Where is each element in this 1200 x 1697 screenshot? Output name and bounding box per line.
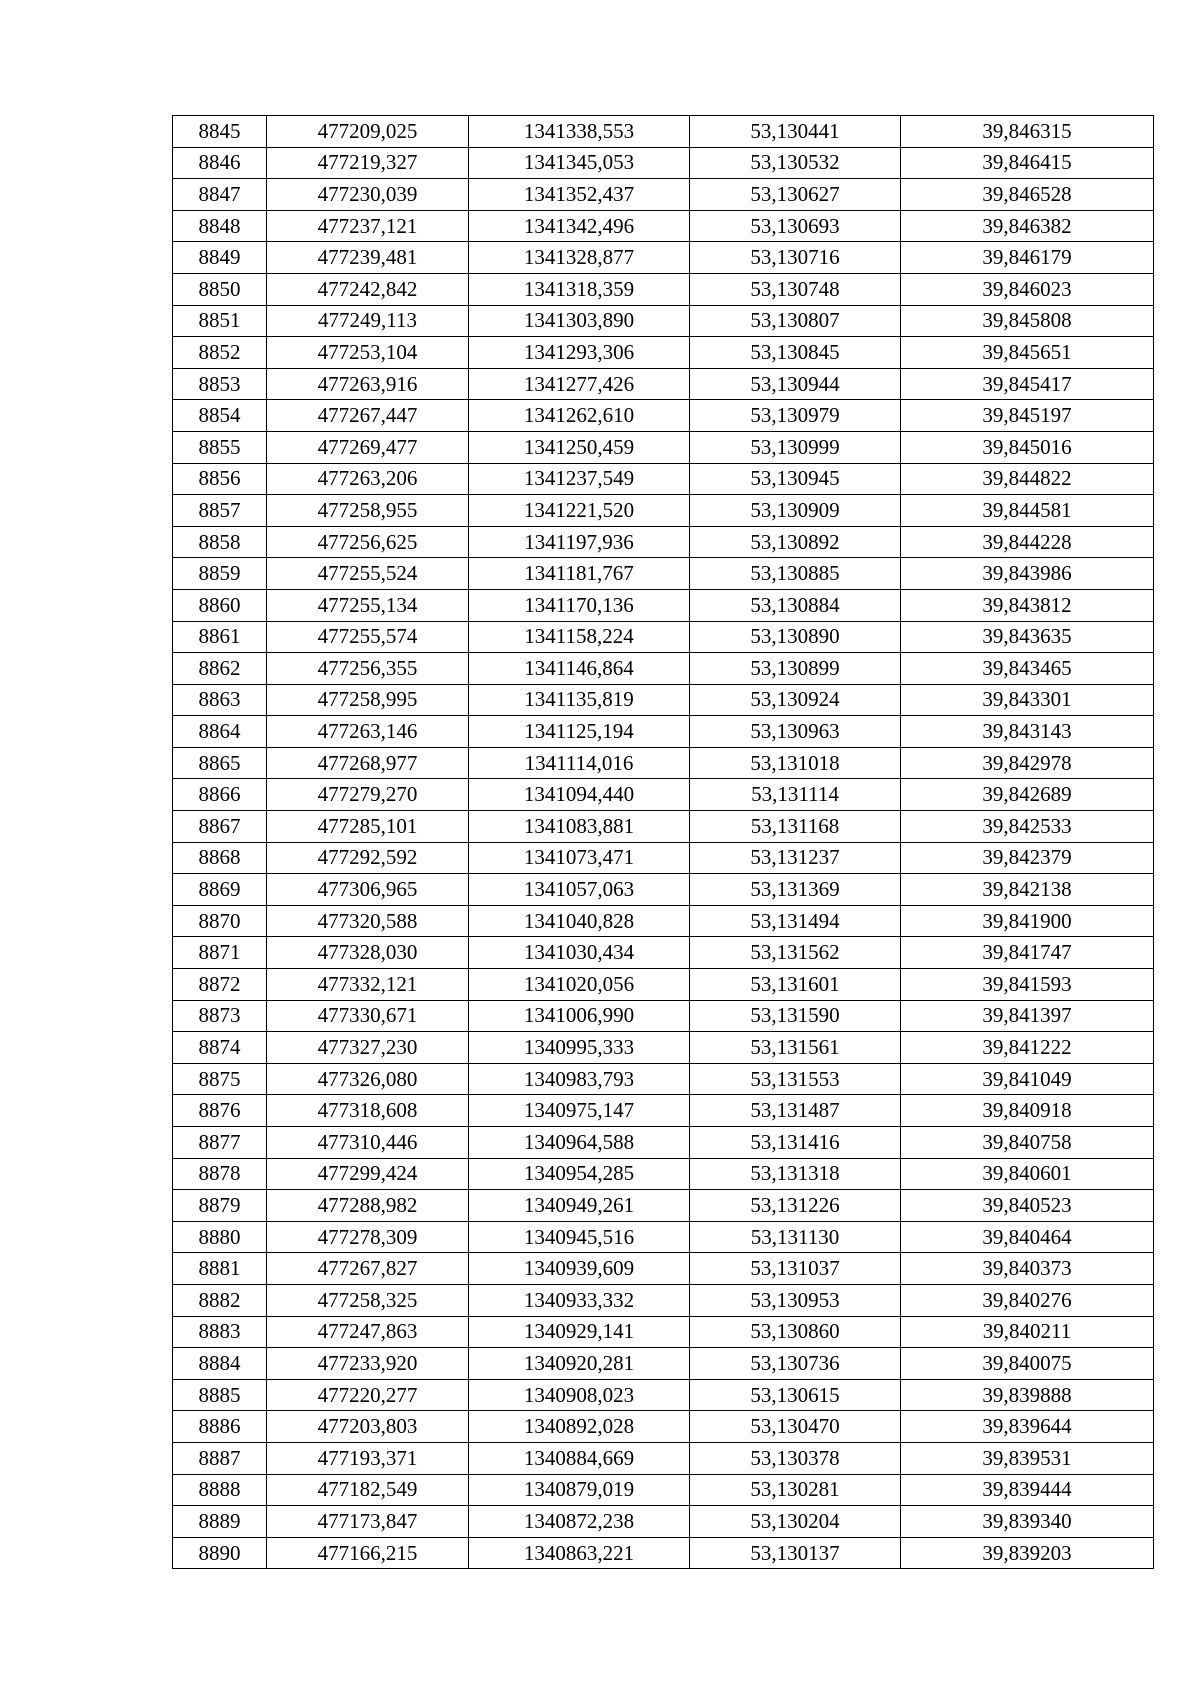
table-row — [173, 937, 1154, 969]
table-row — [173, 1284, 1154, 1316]
table-row — [173, 905, 1154, 937]
longitude-cell: 39,840276 — [901, 1284, 1154, 1316]
y-coordinate-cell: 1340933,332 — [469, 1284, 690, 1316]
latitude-cell: 53,130899 — [690, 653, 901, 685]
y-coordinate-cell: 1341338,553 — [469, 116, 690, 148]
point-number-cell: 8879 — [173, 1190, 267, 1222]
table-row — [173, 400, 1154, 432]
point-number-cell: 8851 — [173, 305, 267, 337]
point-number-cell: 8876 — [173, 1095, 267, 1127]
y-coordinate-cell: 1341277,426 — [469, 368, 690, 400]
x-coordinate-cell: 477279,270 — [267, 779, 469, 811]
table-row — [173, 1506, 1154, 1538]
table-row — [173, 842, 1154, 874]
y-coordinate-cell: 1341135,819 — [469, 684, 690, 716]
latitude-cell: 53,130378 — [690, 1442, 901, 1474]
table-row — [173, 1474, 1154, 1506]
point-number-cell: 8874 — [173, 1032, 267, 1064]
point-number-cell: 8871 — [173, 937, 267, 969]
latitude-cell: 53,131226 — [690, 1190, 901, 1222]
latitude-cell: 53,131553 — [690, 1063, 901, 1095]
table-row — [173, 1127, 1154, 1159]
point-number-cell: 8881 — [173, 1253, 267, 1285]
y-coordinate-cell: 1341083,881 — [469, 811, 690, 843]
y-coordinate-cell: 1340863,221 — [469, 1537, 690, 1569]
latitude-cell: 53,131487 — [690, 1095, 901, 1127]
point-number-cell: 8873 — [173, 1000, 267, 1032]
point-number-cell: 8875 — [173, 1063, 267, 1095]
x-coordinate-cell: 477306,965 — [267, 874, 469, 906]
point-number-cell: 8890 — [173, 1537, 267, 1569]
x-coordinate-cell: 477203,803 — [267, 1411, 469, 1443]
point-number-cell: 8880 — [173, 1221, 267, 1253]
latitude-cell: 53,131494 — [690, 905, 901, 937]
longitude-cell: 39,842689 — [901, 779, 1154, 811]
table-row — [173, 874, 1154, 906]
longitude-cell: 39,846382 — [901, 210, 1154, 242]
y-coordinate-cell: 1340964,588 — [469, 1127, 690, 1159]
longitude-cell: 39,839203 — [901, 1537, 1154, 1569]
table-row — [173, 1442, 1154, 1474]
longitude-cell: 39,839644 — [901, 1411, 1154, 1443]
x-coordinate-cell: 477255,134 — [267, 589, 469, 621]
x-coordinate-cell: 477288,982 — [267, 1190, 469, 1222]
longitude-cell: 39,843301 — [901, 684, 1154, 716]
latitude-cell: 53,130441 — [690, 116, 901, 148]
latitude-cell: 53,131562 — [690, 937, 901, 969]
point-number-cell: 8854 — [173, 400, 267, 432]
table-row — [173, 1379, 1154, 1411]
table-row — [173, 210, 1154, 242]
y-coordinate-cell: 1341125,194 — [469, 716, 690, 748]
x-coordinate-cell: 477256,625 — [267, 526, 469, 558]
longitude-cell: 39,840373 — [901, 1253, 1154, 1285]
point-number-cell: 8858 — [173, 526, 267, 558]
y-coordinate-cell: 1341262,610 — [469, 400, 690, 432]
y-coordinate-cell: 1340929,141 — [469, 1316, 690, 1348]
table-row — [173, 463, 1154, 495]
table-row — [173, 1221, 1154, 1253]
longitude-cell: 39,846528 — [901, 179, 1154, 211]
x-coordinate-cell: 477255,574 — [267, 621, 469, 653]
x-coordinate-cell: 477258,955 — [267, 495, 469, 527]
table-row — [173, 1316, 1154, 1348]
point-number-cell: 8865 — [173, 747, 267, 779]
x-coordinate-cell: 477173,847 — [267, 1506, 469, 1538]
point-number-cell: 8847 — [173, 179, 267, 211]
longitude-cell: 39,843465 — [901, 653, 1154, 685]
y-coordinate-cell: 1341158,224 — [469, 621, 690, 653]
x-coordinate-cell: 477237,121 — [267, 210, 469, 242]
table-row — [173, 147, 1154, 179]
latitude-cell: 53,130845 — [690, 337, 901, 369]
longitude-cell: 39,846415 — [901, 147, 1154, 179]
point-number-cell: 8869 — [173, 874, 267, 906]
table-row — [173, 242, 1154, 274]
x-coordinate-cell: 477263,146 — [267, 716, 469, 748]
y-coordinate-cell: 1341328,877 — [469, 242, 690, 274]
longitude-cell: 39,845197 — [901, 400, 1154, 432]
table-row — [173, 811, 1154, 843]
x-coordinate-cell: 477268,977 — [267, 747, 469, 779]
latitude-cell: 53,130963 — [690, 716, 901, 748]
x-coordinate-cell: 477263,916 — [267, 368, 469, 400]
point-number-cell: 8852 — [173, 337, 267, 369]
longitude-cell: 39,845651 — [901, 337, 1154, 369]
y-coordinate-cell: 1341352,437 — [469, 179, 690, 211]
y-coordinate-cell: 1341197,936 — [469, 526, 690, 558]
point-number-cell: 8859 — [173, 558, 267, 590]
x-coordinate-cell: 477332,121 — [267, 969, 469, 1001]
x-coordinate-cell: 477253,104 — [267, 337, 469, 369]
point-number-cell: 8889 — [173, 1506, 267, 1538]
x-coordinate-cell: 477263,206 — [267, 463, 469, 495]
y-coordinate-cell: 1341342,496 — [469, 210, 690, 242]
longitude-cell: 39,846023 — [901, 273, 1154, 305]
longitude-cell: 39,839444 — [901, 1474, 1154, 1506]
y-coordinate-cell: 1340954,285 — [469, 1158, 690, 1190]
table-row — [173, 621, 1154, 653]
longitude-cell: 39,841747 — [901, 937, 1154, 969]
y-coordinate-cell: 1341293,306 — [469, 337, 690, 369]
longitude-cell: 39,841397 — [901, 1000, 1154, 1032]
latitude-cell: 53,130892 — [690, 526, 901, 558]
latitude-cell: 53,130470 — [690, 1411, 901, 1443]
table-row — [173, 779, 1154, 811]
table-row — [173, 589, 1154, 621]
x-coordinate-cell: 477320,588 — [267, 905, 469, 937]
latitude-cell: 53,130281 — [690, 1474, 901, 1506]
point-number-cell: 8870 — [173, 905, 267, 937]
x-coordinate-cell: 477239,481 — [267, 242, 469, 274]
point-number-cell: 8866 — [173, 779, 267, 811]
longitude-cell: 39,845417 — [901, 368, 1154, 400]
longitude-cell: 39,841900 — [901, 905, 1154, 937]
longitude-cell: 39,846179 — [901, 242, 1154, 274]
point-number-cell: 8853 — [173, 368, 267, 400]
latitude-cell: 53,131318 — [690, 1158, 901, 1190]
x-coordinate-cell: 477255,524 — [267, 558, 469, 590]
y-coordinate-cell: 1340872,238 — [469, 1506, 690, 1538]
longitude-cell: 39,844581 — [901, 495, 1154, 527]
x-coordinate-cell: 477285,101 — [267, 811, 469, 843]
latitude-cell: 53,131114 — [690, 779, 901, 811]
latitude-cell: 53,130807 — [690, 305, 901, 337]
table-row — [173, 368, 1154, 400]
latitude-cell: 53,130204 — [690, 1506, 901, 1538]
longitude-cell: 39,839531 — [901, 1442, 1154, 1474]
table-row — [173, 526, 1154, 558]
table-row — [173, 305, 1154, 337]
latitude-cell: 53,130693 — [690, 210, 901, 242]
point-number-cell: 8867 — [173, 811, 267, 843]
longitude-cell: 39,843635 — [901, 621, 1154, 653]
y-coordinate-cell: 1341250,459 — [469, 431, 690, 463]
x-coordinate-cell: 477318,608 — [267, 1095, 469, 1127]
y-coordinate-cell: 1341303,890 — [469, 305, 690, 337]
table-row — [173, 431, 1154, 463]
longitude-cell: 39,840601 — [901, 1158, 1154, 1190]
table-row — [173, 1032, 1154, 1064]
longitude-cell: 39,845016 — [901, 431, 1154, 463]
x-coordinate-cell: 477220,277 — [267, 1379, 469, 1411]
longitude-cell: 39,840075 — [901, 1348, 1154, 1380]
latitude-cell: 53,131037 — [690, 1253, 901, 1285]
x-coordinate-cell: 477209,025 — [267, 116, 469, 148]
table-row — [173, 716, 1154, 748]
table-row — [173, 684, 1154, 716]
x-coordinate-cell: 477267,447 — [267, 400, 469, 432]
latitude-cell: 53,130890 — [690, 621, 901, 653]
y-coordinate-cell: 1340908,023 — [469, 1379, 690, 1411]
table-row — [173, 1348, 1154, 1380]
latitude-cell: 53,130979 — [690, 400, 901, 432]
y-coordinate-cell: 1341237,549 — [469, 463, 690, 495]
x-coordinate-cell: 477242,842 — [267, 273, 469, 305]
x-coordinate-cell: 477230,039 — [267, 179, 469, 211]
latitude-cell: 53,131130 — [690, 1221, 901, 1253]
table-row — [173, 747, 1154, 779]
point-number-cell: 8860 — [173, 589, 267, 621]
point-number-cell: 8863 — [173, 684, 267, 716]
x-coordinate-cell: 477299,424 — [267, 1158, 469, 1190]
x-coordinate-cell: 477267,827 — [267, 1253, 469, 1285]
x-coordinate-cell: 477193,371 — [267, 1442, 469, 1474]
point-number-cell: 8884 — [173, 1348, 267, 1380]
x-coordinate-cell: 477292,592 — [267, 842, 469, 874]
point-number-cell: 8888 — [173, 1474, 267, 1506]
x-coordinate-cell: 477258,325 — [267, 1284, 469, 1316]
y-coordinate-cell: 1341114,016 — [469, 747, 690, 779]
point-number-cell: 8885 — [173, 1379, 267, 1411]
coordinates-table-body — [173, 116, 1154, 1569]
x-coordinate-cell: 477256,355 — [267, 653, 469, 685]
y-coordinate-cell: 1340892,028 — [469, 1411, 690, 1443]
point-number-cell: 8882 — [173, 1284, 267, 1316]
latitude-cell: 53,131561 — [690, 1032, 901, 1064]
y-coordinate-cell: 1340920,281 — [469, 1348, 690, 1380]
latitude-cell: 53,131018 — [690, 747, 901, 779]
latitude-cell: 53,131590 — [690, 1000, 901, 1032]
longitude-cell: 39,839340 — [901, 1506, 1154, 1538]
latitude-cell: 53,130885 — [690, 558, 901, 590]
latitude-cell: 53,131237 — [690, 842, 901, 874]
x-coordinate-cell: 477330,671 — [267, 1000, 469, 1032]
table-row — [173, 116, 1154, 148]
x-coordinate-cell: 477327,230 — [267, 1032, 469, 1064]
table-row — [173, 1063, 1154, 1095]
longitude-cell: 39,844228 — [901, 526, 1154, 558]
longitude-cell: 39,840523 — [901, 1190, 1154, 1222]
y-coordinate-cell: 1341073,471 — [469, 842, 690, 874]
point-number-cell: 8883 — [173, 1316, 267, 1348]
point-number-cell: 8845 — [173, 116, 267, 148]
table-row — [173, 1190, 1154, 1222]
latitude-cell: 53,131369 — [690, 874, 901, 906]
x-coordinate-cell: 477258,995 — [267, 684, 469, 716]
point-number-cell: 8862 — [173, 653, 267, 685]
longitude-cell: 39,839888 — [901, 1379, 1154, 1411]
point-number-cell: 8864 — [173, 716, 267, 748]
point-number-cell: 8850 — [173, 273, 267, 305]
table-row — [173, 969, 1154, 1001]
latitude-cell: 53,130137 — [690, 1537, 901, 1569]
latitude-cell: 53,130736 — [690, 1348, 901, 1380]
latitude-cell: 53,130716 — [690, 242, 901, 274]
longitude-cell: 39,840211 — [901, 1316, 1154, 1348]
latitude-cell: 53,131168 — [690, 811, 901, 843]
x-coordinate-cell: 477249,113 — [267, 305, 469, 337]
table-row — [173, 1158, 1154, 1190]
x-coordinate-cell: 477269,477 — [267, 431, 469, 463]
latitude-cell: 53,130909 — [690, 495, 901, 527]
table-row — [173, 179, 1154, 211]
x-coordinate-cell: 477328,030 — [267, 937, 469, 969]
x-coordinate-cell: 477310,446 — [267, 1127, 469, 1159]
y-coordinate-cell: 1341040,828 — [469, 905, 690, 937]
point-number-cell: 8872 — [173, 969, 267, 1001]
longitude-cell: 39,845808 — [901, 305, 1154, 337]
latitude-cell: 53,130945 — [690, 463, 901, 495]
latitude-cell: 53,130748 — [690, 273, 901, 305]
point-number-cell: 8887 — [173, 1442, 267, 1474]
point-number-cell: 8848 — [173, 210, 267, 242]
table-row — [173, 653, 1154, 685]
longitude-cell: 39,841593 — [901, 969, 1154, 1001]
y-coordinate-cell: 1341181,767 — [469, 558, 690, 590]
y-coordinate-cell: 1340975,147 — [469, 1095, 690, 1127]
table-row — [173, 1253, 1154, 1285]
latitude-cell: 53,130944 — [690, 368, 901, 400]
latitude-cell: 53,130627 — [690, 179, 901, 211]
x-coordinate-cell: 477166,215 — [267, 1537, 469, 1569]
y-coordinate-cell: 1340949,261 — [469, 1190, 690, 1222]
latitude-cell: 53,130884 — [690, 589, 901, 621]
latitude-cell: 53,131601 — [690, 969, 901, 1001]
longitude-cell: 39,842978 — [901, 747, 1154, 779]
longitude-cell: 39,842138 — [901, 874, 1154, 906]
latitude-cell: 53,130924 — [690, 684, 901, 716]
table-row — [173, 1411, 1154, 1443]
latitude-cell: 53,130860 — [690, 1316, 901, 1348]
x-coordinate-cell: 477182,549 — [267, 1474, 469, 1506]
y-coordinate-cell: 1341345,053 — [469, 147, 690, 179]
longitude-cell: 39,841049 — [901, 1063, 1154, 1095]
y-coordinate-cell: 1341057,063 — [469, 874, 690, 906]
y-coordinate-cell: 1340995,333 — [469, 1032, 690, 1064]
latitude-cell: 53,131416 — [690, 1127, 901, 1159]
table-row — [173, 337, 1154, 369]
latitude-cell: 53,130999 — [690, 431, 901, 463]
y-coordinate-cell: 1341030,434 — [469, 937, 690, 969]
point-number-cell: 8868 — [173, 842, 267, 874]
longitude-cell: 39,844822 — [901, 463, 1154, 495]
point-number-cell: 8877 — [173, 1127, 267, 1159]
latitude-cell: 53,130953 — [690, 1284, 901, 1316]
x-coordinate-cell: 477233,920 — [267, 1348, 469, 1380]
longitude-cell: 39,842533 — [901, 811, 1154, 843]
y-coordinate-cell: 1340983,793 — [469, 1063, 690, 1095]
y-coordinate-cell: 1341318,359 — [469, 273, 690, 305]
longitude-cell: 39,840758 — [901, 1127, 1154, 1159]
x-coordinate-cell: 477326,080 — [267, 1063, 469, 1095]
table-row — [173, 558, 1154, 590]
y-coordinate-cell: 1341020,056 — [469, 969, 690, 1001]
longitude-cell: 39,840918 — [901, 1095, 1154, 1127]
longitude-cell: 39,840464 — [901, 1221, 1154, 1253]
point-number-cell: 8878 — [173, 1158, 267, 1190]
x-coordinate-cell: 477247,863 — [267, 1316, 469, 1348]
point-number-cell: 8861 — [173, 621, 267, 653]
y-coordinate-cell: 1341221,520 — [469, 495, 690, 527]
point-number-cell: 8855 — [173, 431, 267, 463]
y-coordinate-cell: 1341094,440 — [469, 779, 690, 811]
point-number-cell: 8857 — [173, 495, 267, 527]
table-row — [173, 273, 1154, 305]
longitude-cell: 39,846315 — [901, 116, 1154, 148]
table-row — [173, 1000, 1154, 1032]
latitude-cell: 53,130532 — [690, 147, 901, 179]
table-row — [173, 1095, 1154, 1127]
y-coordinate-cell: 1340879,019 — [469, 1474, 690, 1506]
y-coordinate-cell: 1340884,669 — [469, 1442, 690, 1474]
point-number-cell: 8886 — [173, 1411, 267, 1443]
x-coordinate-cell: 477278,309 — [267, 1221, 469, 1253]
y-coordinate-cell: 1341006,990 — [469, 1000, 690, 1032]
longitude-cell: 39,841222 — [901, 1032, 1154, 1064]
x-coordinate-cell: 477219,327 — [267, 147, 469, 179]
longitude-cell: 39,843986 — [901, 558, 1154, 590]
table-row — [173, 495, 1154, 527]
table-row — [173, 1537, 1154, 1569]
point-number-cell: 8846 — [173, 147, 267, 179]
y-coordinate-cell: 1341146,864 — [469, 653, 690, 685]
latitude-cell: 53,130615 — [690, 1379, 901, 1411]
longitude-cell: 39,843812 — [901, 589, 1154, 621]
coordinates-table — [172, 115, 1154, 1569]
longitude-cell: 39,843143 — [901, 716, 1154, 748]
longitude-cell: 39,842379 — [901, 842, 1154, 874]
point-number-cell: 8849 — [173, 242, 267, 274]
point-number-cell: 8856 — [173, 463, 267, 495]
y-coordinate-cell: 1340945,516 — [469, 1221, 690, 1253]
y-coordinate-cell: 1341170,136 — [469, 589, 690, 621]
y-coordinate-cell: 1340939,609 — [469, 1253, 690, 1285]
